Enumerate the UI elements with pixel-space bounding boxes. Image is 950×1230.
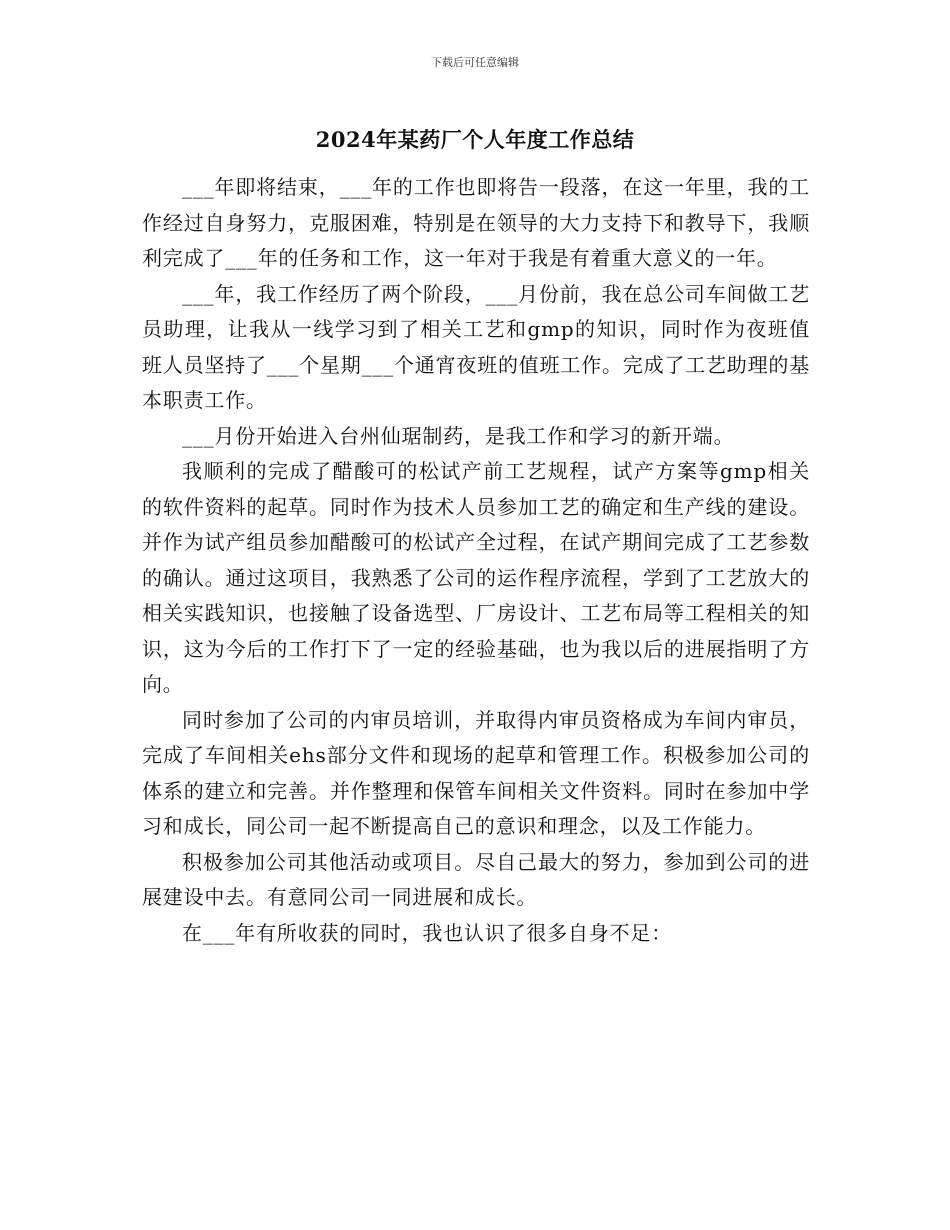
paragraph: ___年，我工作经历了两个阶段，___月份前，我在总公司车间做工艺员助理，让我从一线学习到了相关工艺和gmp的知识，同时作为夜班值班人员坚持了___个星期___个通宵夜班的值班工作。完成了工艺助理的基本职责工作。: [142, 281, 810, 412]
header-note: 下载后可任意编辑: [431, 56, 519, 69]
paragraph: 在___年有所收获的同时，我也认识了很多自身不足：: [182, 920, 672, 945]
paragraph: ___月份开始进入台州仙琚制药，是我工作和学习的新开端。: [182, 423, 735, 448]
document-title: 2024年某药厂个人年度工作总结: [315, 127, 635, 152]
paragraph: 我顺利的完成了醋酸可的松试产前工艺规程，试产方案等gmp相关的软件资料的起草。同时作为技术人员参加工艺的确定和生产线的建设。并作为试产组员参加醋酸可的松试产全过程，在试产期间完成了工艺参数的确认。通过这项目，我熟悉了公司的运作程序流程，学到了工艺放大的相关实践知识，也接触了设备选型、厂房设计、工艺布局等工程相关的知识，这为今后的工作打下了一定的经验基础，也为我以后的进展指明了方向。: [142, 459, 810, 696]
paragraph: 积极参加公司其他活动或项目。尽自己最大的努力，参加到公司的进展建设中去。有意同公司一同进展和成长。: [142, 849, 810, 909]
paragraph: 同时参加了公司的内审员培训，并取得内审员资格成为车间内审员，完成了车间相关ehs部分文件和现场的起草和管理工作。积极参加公司的体系的建立和完善。并作整理和保管车间相关文件资料。同时在参加中学习和成长，同公司一起不断提高自己的意识和理念，以及工作能力。: [142, 707, 810, 838]
document-body: [142, 170, 810, 951]
paragraph: ___年即将结束，___年的工作也即将告一段落，在这一年里，我的工作经过自身努力，克服困难，特别是在领导的大力支持下和教导下，我顺利完成了___年的任务和工作，这一年对于我是有着重大意义的一年。: [142, 175, 810, 270]
